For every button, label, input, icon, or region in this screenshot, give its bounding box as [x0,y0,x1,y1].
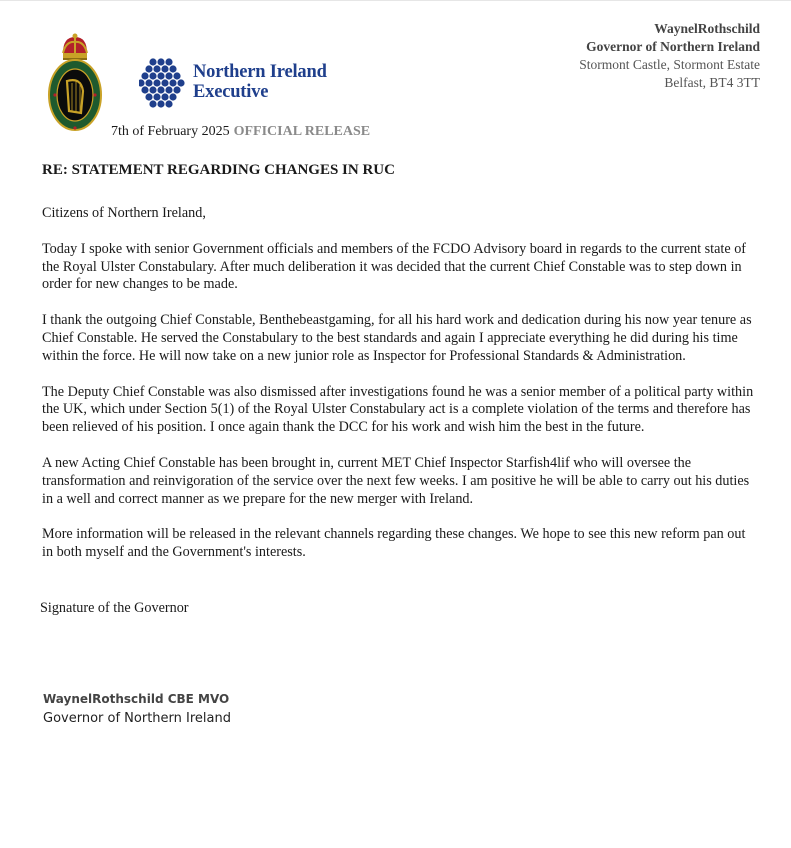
address-line-2: Belfast, BT4 3TT [664,75,760,90]
signatory-name: WaynelRothschild CBE MVO [43,692,230,706]
signatory-title: Governor of Northern Ireland [43,711,231,726]
royal-crest-icon [45,33,105,133]
dateline [111,124,370,140]
executive-logo-text [193,62,327,102]
logo-line-2: Executive [193,82,269,102]
signature-caption: Signature of the Governor [40,600,189,616]
address-line-1: Stormont Castle, Stormont Estate [579,57,760,72]
paragraph-2: I thank the outgoing Chief Constable, Benthebeastgaming, for all his hard work and dedication during his now year tenure as Chief Constable. He served the Constabulary to the best standards and again I appreciate everything he did during his time within the force. He will now take on a new junior role as Inspector for Professional Standards & Administration. [42,312,752,364]
paragraph-3: The Deputy Chief Constable was also dismissed after investigations found he was a senior member of a political party within the UK, which under Section 5(1) of the Royal Ulster Constabulary act is a complete violation of the terms and therefore has been relieved of his position. I once again thank the DCC for his work and wish him the best in the future. [42,383,754,436]
sender-name: WaynelRothschild [654,21,760,36]
release-label: OFFICIAL RELEASE [233,124,371,139]
sender-block [579,20,760,92]
letter-subject: RE: STATEMENT REGARDING CHANGES IN RUC [42,162,395,178]
paragraph-5: More information will be released in the relevant channels regarding these changes. We hope to see this new reform pan out in both myself and the Government's interests. [42,526,746,561]
release-date: 7th of February 2025 [111,124,230,139]
logo-line-1: Northern Ireland [193,62,327,82]
paragraph-1: Today I spoke with senior Government officials and members of the FCDO Advisory board in regards to the current state of the Royal Ulster Constabulary. After much deliberation it was decided that the current Chief Constable was to step down in order for new changes to be made. [42,240,747,293]
sender-title: Governor of Northern Ireland [586,39,760,54]
paragraph-4: A new Acting Chief Constable has been brought in, current MET Chief Inspector Starfish4lif who will oversee the transformation and reinvigoration of the service over the next few weeks. I am positive he will be able to carry out his duties in a well and correct manner as we prepare for the new merger with Ireland. [42,454,750,507]
page-top-border [0,0,791,1]
salutation: Citizens of Northern Ireland, [42,205,206,221]
letter-body [42,205,757,580]
